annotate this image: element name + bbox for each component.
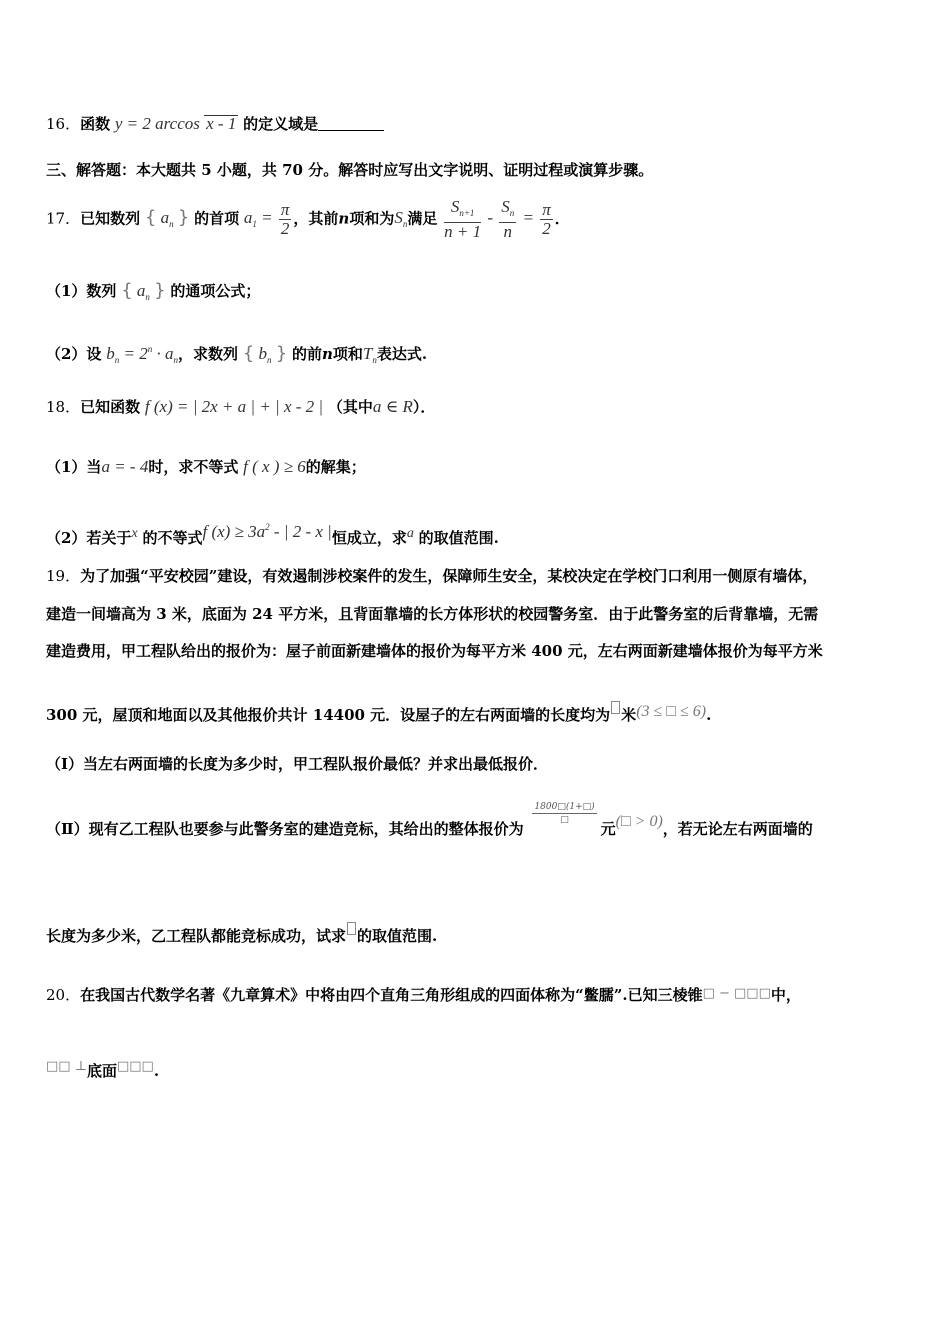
sum-t-n: $T_n$ — [362, 344, 377, 365]
condition-a-in-r: a ∈ R — [372, 397, 413, 416]
unit-text: 米 — [621, 706, 637, 724]
def-b-n: $b_n = 2^n \cdot a_n$ — [106, 344, 178, 365]
part-text: 表达式. — [376, 345, 428, 363]
sum-s-n: $S_n$ — [394, 208, 408, 230]
sequence-a-n: { $a_n$ } — [144, 207, 190, 230]
part-label: （2）若关于 — [46, 529, 132, 547]
question-19-part-2-line-2 — [46, 922, 437, 946]
question-18-part-1 — [46, 452, 366, 482]
question-17-part-2 — [46, 334, 427, 364]
part-label: （2）设 — [46, 345, 102, 363]
placeholder-box — [347, 922, 356, 935]
question-text: 底面 — [86, 1062, 117, 1080]
question-text: 已知函数 — [80, 398, 141, 416]
fraction-denominator: □ — [560, 815, 569, 825]
question-19-part-2 — [46, 792, 813, 852]
question-number: 16． — [46, 115, 81, 133]
part-text: ，若无论左右两面墙的 — [662, 820, 813, 838]
var-n: n — [321, 345, 333, 363]
var-a: a — [406, 526, 414, 541]
sequence-b-n: { $b_n$ } — [242, 343, 288, 365]
a-value: a = - 4 — [101, 457, 149, 476]
answer-blank — [318, 116, 384, 131]
question-19-line-4 — [46, 700, 711, 724]
question-text: 函数 — [80, 115, 111, 133]
question-text: ，其前 — [293, 209, 339, 228]
part-text: 的取值范围. — [418, 529, 499, 547]
part-label: （1）当 — [46, 458, 102, 476]
unit-text: 元 — [600, 820, 616, 838]
question-number: 17． — [46, 209, 81, 228]
sum-condition: $\frac{S_{n+1}}{n + 1}$ - $\frac{S_n}{n}$ = $\frac{\pi}{2}$ — [444, 197, 551, 241]
question-text: 项和为 — [349, 209, 395, 228]
question-18-part-2 — [46, 512, 499, 547]
inequality: f ( x ) ≥ 6 — [243, 457, 306, 476]
question-text: 的定义域是 — [243, 115, 319, 133]
part-text: 的前 — [291, 345, 322, 363]
question-text: （其中 — [327, 398, 373, 416]
part-text: 恒成立，求 — [331, 529, 407, 547]
question-text: ）． — [412, 398, 436, 416]
question-17 — [46, 197, 570, 241]
tetrahedron-label: □ − □□□ — [702, 986, 771, 1001]
var-n: n — [338, 209, 350, 228]
question-text: 已知数列 — [80, 209, 141, 228]
question-17-part-1 — [46, 276, 260, 306]
var-x: x — [131, 526, 138, 541]
price-fraction — [532, 801, 596, 832]
range-condition: (3 ≤ □ ≤ 6) — [636, 703, 707, 720]
question-text: 满足 — [407, 209, 438, 228]
question-text: 中， — [770, 986, 801, 1004]
question-19-line-2: 建造一间墙高为 3 米，底面为 24 平方米，且背面靠墙的长方体形状的校园警务室．由于此警务室的后背靠墙，无需 — [46, 605, 819, 623]
part-text: 的通项公式； — [170, 282, 261, 300]
first-term: $a_1$ = $\frac{\pi}{2}$ — [243, 200, 290, 238]
question-number: 20． — [46, 986, 81, 1004]
part-label: （1）数列 — [46, 282, 117, 300]
question-number: 19． — [46, 567, 81, 585]
base-label: □□□ — [116, 1059, 154, 1074]
placeholder-box — [611, 701, 620, 714]
part-text: ，求数列 — [177, 345, 238, 363]
question-16 — [46, 114, 384, 134]
part-text: 项和 — [332, 345, 363, 363]
perpendicular-label: □□ ⊥ — [46, 1059, 87, 1074]
question-text: 为了加强“平安校园”建设，有效遏制涉校案件的发生，保障师生安全，某校决定在学校门口利用一侧原有墙体， — [80, 567, 818, 585]
inequality: f $(x) \ge 3a^2$ - | 2 - x | — [202, 522, 332, 541]
condition: (□ > 0) — [615, 813, 663, 830]
section-title: 三、解答题：本大题共 5 小题，共 70 分。解答时应写出文字说明、证明过程或演算步骤。 — [46, 161, 654, 179]
function-def: f (x) = | 2x + a | + | x - 2 | — [144, 397, 324, 416]
part-text: 的不等式 — [142, 529, 203, 547]
question-20-line-2 — [46, 1052, 159, 1082]
period: ． — [554, 209, 570, 228]
fraction-numerator: 1800□(1+□) — [534, 802, 595, 812]
period: . — [706, 706, 712, 724]
question-18 — [46, 392, 435, 422]
period: . — [153, 1062, 160, 1080]
question-20 — [46, 984, 801, 1005]
part-text: 的解集； — [305, 458, 366, 476]
question-19-line-1 — [46, 566, 817, 586]
question-19-part-1: （Ⅰ）当左右两面墙的长度为多少时，甲工程队报价最低？并求出最低报价． — [46, 755, 549, 773]
question-text: 300 元，屋顶和地面以及其他报价共计 14400 元．设屋子的左右两面墙的长度均为 — [46, 706, 611, 724]
question-text: 在我国古代数学名著《九章算术》中将由四个直角三角形组成的四面体称为“鳖臑”.已知三棱锥 — [80, 986, 703, 1004]
question-text: 的首项 — [194, 209, 240, 228]
sequence-a-n: { $a_n$ } — [121, 280, 166, 302]
part-text: 长度为多少米，乙工程队都能竞标成功，试求 — [46, 927, 347, 945]
question-19-line-3: 建造费用，甲工程队给出的报价为：屋子前面新建墙体的报价为每平方米 400 元，左右两面新建墙体报价为每平方米 — [46, 642, 823, 660]
part-text: 时，求不等式 — [148, 458, 239, 476]
question-number: 18． — [46, 398, 81, 416]
part-text: 的取值范围. — [357, 927, 438, 945]
formula-arccos: y = 2 arccos x - 1 — [114, 114, 237, 133]
part-text: （Ⅱ）现有乙工程队也要参与此警务室的建造竞标，其给出的整体报价为 — [46, 820, 524, 838]
